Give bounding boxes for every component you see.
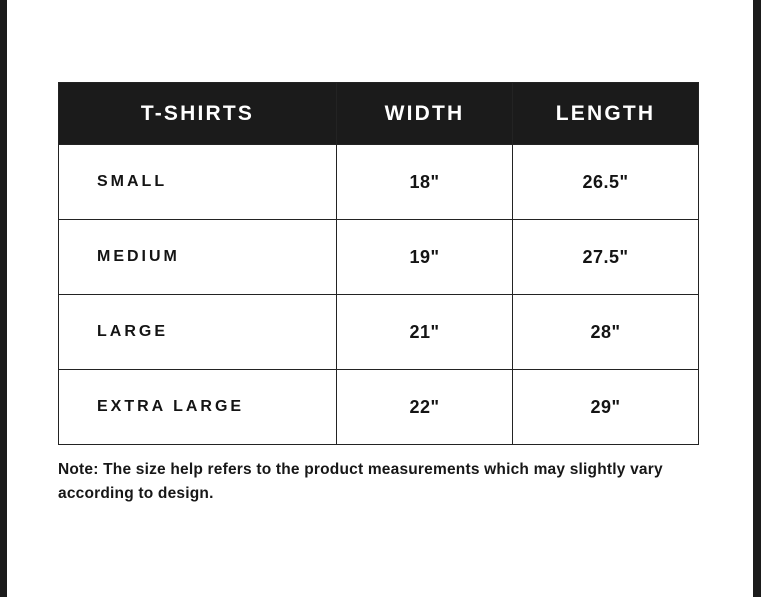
table-body: [59, 145, 699, 445]
table-row: [59, 295, 699, 370]
cell-length: 28": [513, 295, 699, 370]
cell-size: LARGE: [59, 295, 337, 370]
size-chart-container: [58, 82, 698, 445]
column-header-size: T-SHIRTS: [59, 83, 337, 145]
cell-length: 27.5": [513, 220, 699, 295]
table-header-row: [59, 83, 699, 145]
cell-length: 29": [513, 370, 699, 445]
table-row: [59, 220, 699, 295]
left-edge-band: [0, 0, 7, 597]
cell-length: 26.5": [513, 145, 699, 220]
right-edge-band: [753, 0, 761, 597]
table-row: [59, 370, 699, 445]
cell-size: EXTRA LARGE: [59, 370, 337, 445]
cell-width: 18": [337, 145, 513, 220]
size-chart-table: [58, 82, 699, 445]
cell-width: 19": [337, 220, 513, 295]
table-header: [59, 83, 699, 145]
cell-width: 22": [337, 370, 513, 445]
column-header-width: WIDTH: [337, 83, 513, 145]
cell-size: MEDIUM: [59, 220, 337, 295]
cell-size: SMALL: [59, 145, 337, 220]
table-row: [59, 145, 699, 220]
column-header-length: LENGTH: [513, 83, 699, 145]
cell-width: 21": [337, 295, 513, 370]
size-chart-note: Note: The size help refers to the product measurements which may slightly vary according to design.: [58, 461, 663, 503]
